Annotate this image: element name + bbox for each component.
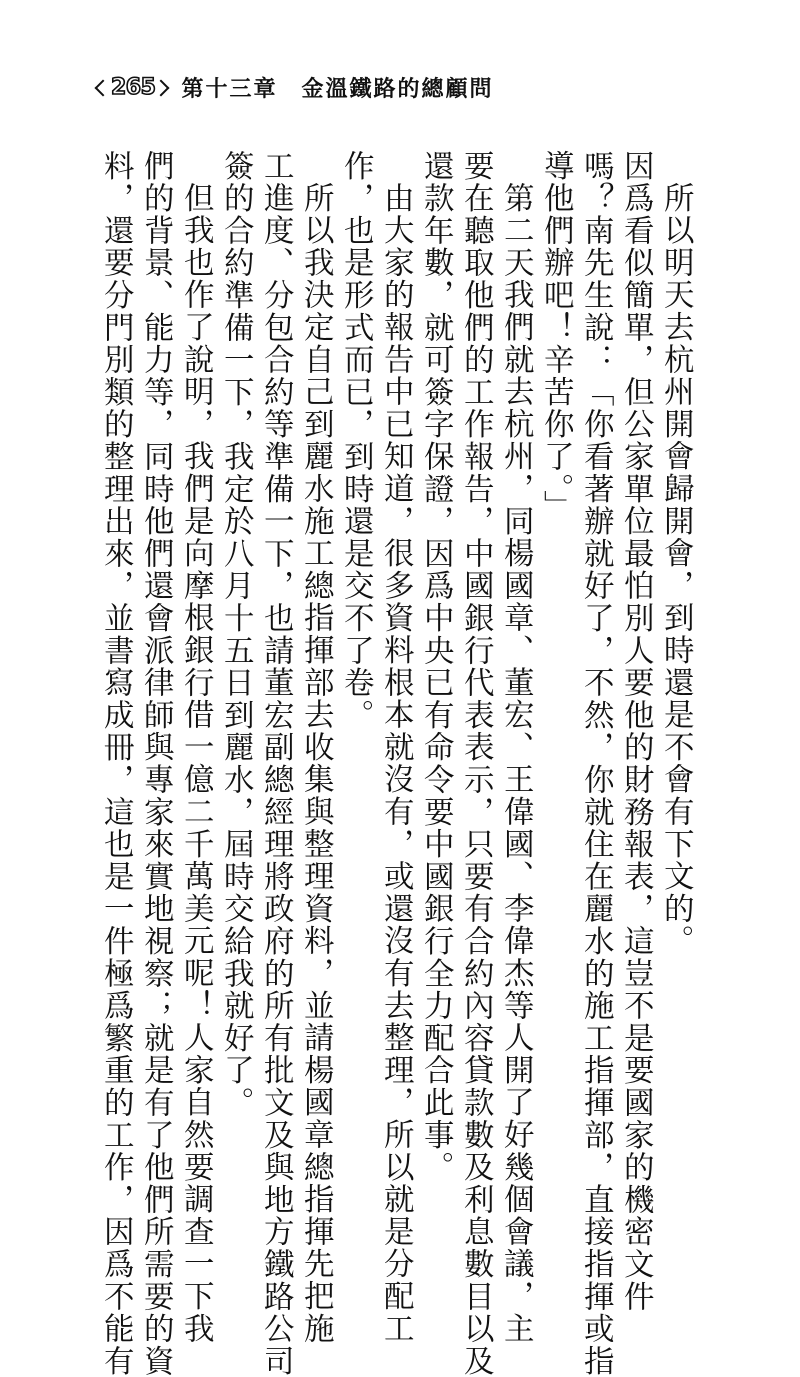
text-column-line: 因爲看似簡單，但公家單位最怕別人要他的財務報表，這豈不是要國家的機密文件: [618, 150, 654, 1313]
text-column-line: 第二天我們就去杭州，同楊國章、董宏、王偉國、李偉杰等人開了好幾個會議，主: [498, 182, 534, 1345]
text-column: [655, 150, 695, 1110]
text-column: [535, 150, 575, 1110]
page-header: [97, 70, 493, 104]
text-column-line: 料，還要分門別類的整理出來，並書寫成冊，這也是一件極爲繁重的工作，因爲不能有: [98, 150, 134, 1377]
text-column-line: 所以明天去杭州開會歸開會，到時還是不會有下文的。: [658, 182, 694, 958]
text-column: [295, 150, 335, 1345]
text-column: [495, 150, 535, 1345]
text-column-line: 工進度、分包合約等準備一下，也請董宏副總經理將政府的所有批文及與地方鐵路公司: [258, 150, 294, 1377]
text-column: [95, 150, 135, 1377]
text-column: [175, 150, 215, 1345]
text-column: [255, 150, 295, 1377]
text-column-line: 導他們辦吧！辛苦你了。」: [538, 150, 574, 523]
chapter-title: 第十三章 金溫鐵路的總顧問: [181, 76, 494, 102]
page-number: 265: [97, 75, 161, 100]
text-column: [415, 150, 455, 1184]
text-column: [215, 150, 255, 1119]
text-column-line: 簽的合約準備一下，我定於八月十五日到麗水，屆時交給我就好了。: [218, 150, 254, 1119]
text-column: [455, 150, 495, 1377]
text-column: [615, 150, 655, 1313]
text-column-line: 但我也作了說明，我們是向摩根銀行借一億二千萬美元呢！人家自然要調查一下我: [178, 182, 214, 1345]
text-column-line: 還款年數，就可簽字保證，因爲中央已有命令要中國銀行全力配合此事。: [418, 150, 454, 1184]
vertical-text-body: [95, 150, 695, 1377]
text-column: [575, 150, 615, 1377]
text-column-line: 所以我決定自己到麗水施工總指揮部去收集與整理資料，並請楊國章總指揮先把施: [298, 182, 334, 1345]
text-column-line: 嗎？南先生說：「你看著辦就好了，不然，你就住在麗水的施工指揮部，直接指揮或指: [578, 150, 614, 1377]
text-column-line: 們的背景、能力等，同時他們還會派律師與專家來實地視察；就是有了他們所需要的資: [138, 150, 174, 1377]
text-column: [335, 150, 375, 1110]
text-column: [375, 150, 415, 1345]
text-column: [135, 150, 175, 1377]
text-column-line: 作，也是形式而已，到時還是交不了卷。: [338, 150, 374, 732]
text-column-line: 由大家的報告中已知道，很多資料根本就沒有，或還沒有去整理，所以就是分配工: [378, 182, 414, 1345]
text-column-line: 要在聽取他們的工作報告，中國銀行代表表示，只要有合約內容貸款數及利息數目以及: [458, 150, 494, 1377]
